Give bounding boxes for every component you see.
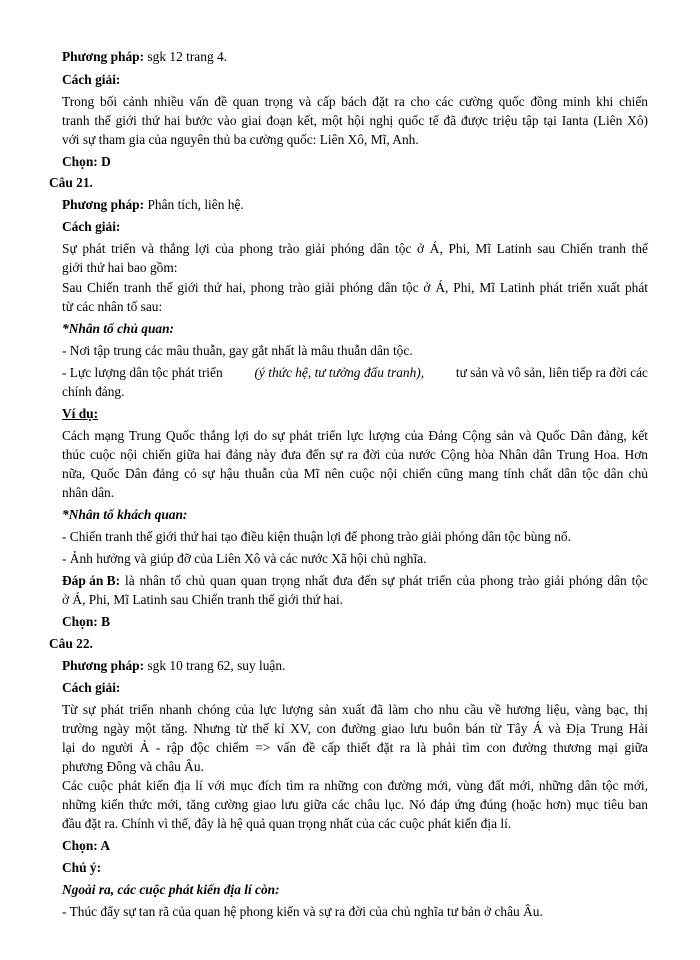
bullet-item: - Chiến tranh thế giới thứ hai tạo điều kiện thuận lợi để phong trào giải phóng dân tộc bùng nổ. — [62, 529, 571, 544]
method-line — [62, 194, 244, 215]
paragraph-line: trường ngày một tăng. Nhưng từ thế kỉ XV, con đường giao lưu buôn bán từ Tây Á và Địa Trung Hải — [62, 721, 648, 736]
subheading: Ngoài ra, các cuộc phát kiến địa lí còn: — [62, 882, 280, 897]
bullet-item: - Ảnh hưởng và giúp đỡ của Liên Xô và các nước Xã hội chủ nghĩa. — [62, 551, 427, 566]
paragraph-line: phương Đông và châu Âu. — [62, 759, 204, 774]
paragraph-line: Các cuộc phát kiến địa lí với mục đích tìm ra những con đường mới, vùng đất mới, những dân tộc mới, — [62, 778, 648, 793]
method-text: sgk 12 trang 4. — [147, 49, 228, 64]
paragraph-line: từ các nhân tố sau: — [62, 299, 163, 314]
method-label: Phương pháp: — [62, 197, 145, 212]
note-label: Chú ý: — [62, 860, 102, 875]
paragraph-line: Từ sự phát triển nhanh chóng của lực lượng sản xuất đã làm cho nhu cầu về hương liệu, vàng bạc, thị — [62, 702, 648, 717]
question-title: Câu 21. — [49, 175, 93, 190]
paragraph-line: ở Á, Phi, Mĩ Latinh sau Chiến tranh thế giới thứ hai. — [62, 592, 344, 607]
answer-explanation: Đáp án B: là nhân tố chủ quan quan trọng nhất đưa đến sự phát triển của phong trào giải phóng dân tộc — [62, 570, 648, 591]
question-title: Câu 22. — [49, 636, 93, 651]
solution-label: Cách giải: — [62, 219, 121, 234]
paragraph-line: lại do người Ả - rập độc chiếm => vấn đề cấp thiết đặt ra là phải tìm con đường thương mại giữa — [62, 740, 648, 755]
bullet-item: - Nơi tập trung các mâu thuẫn, gay gắt nhất là mâu thuẫn dân tộc. — [62, 343, 413, 358]
example-heading: Ví dụ: — [62, 406, 99, 421]
method-text: Phân tích, liên hệ. — [147, 197, 244, 212]
method-label: Phương pháp: — [62, 49, 145, 64]
answer-choice: Chọn: B — [62, 614, 110, 629]
paragraph-line: Sau Chiến tranh thế giới thứ hai, phong trào giải phóng dân tộc ở Á, Phi, Mĩ Latinh phát triển xuất phát — [62, 280, 648, 295]
bullet-item: - Thúc đẩy sự tan rã của quan hệ phong kiến và sự ra đời của chủ nghĩa tư bản ở châu Âu. — [62, 904, 543, 919]
answer-choice: Chọn: D — [62, 154, 111, 169]
paragraph-line: tranh thế giới thứ hai bước vào giai đoạn kết, một hội nghị quốc tế đã được triệu tập tại Ianta (Liên Xô) — [62, 113, 648, 128]
subheading: *Nhân tố chủ quan: — [62, 321, 174, 336]
method-line — [62, 655, 285, 676]
method-label: Phương pháp: — [62, 658, 145, 673]
method-line — [62, 46, 227, 67]
method-text: sgk 10 trang 62, suy luận. — [147, 658, 286, 673]
paragraph-line: những kiến thức mới, tăng cường giao lưu giữa các châu lục. Nó đáp ứng đúng (hoặc hơn) mục tiêu ban — [62, 797, 648, 812]
subheading: *Nhân tố khách quan: — [62, 507, 188, 522]
bullet-item-continued: chính đảng. — [62, 384, 125, 399]
bullet-item: - Lực lượng dân tộc phát triển (ý thức hệ, tư tưởng đấu tranh), tư sản và vô sản, liên tiếp ra đời các — [62, 365, 648, 380]
paragraph-line: nhân dân. — [62, 485, 115, 500]
paragraph-line: Sự phát triển và thắng lợi của phong trào giải phóng dân tộc ở Á, Phi, Mĩ Latinh sau Chiến tranh thế — [62, 241, 648, 256]
paragraph-line: Cách mạng Trung Quốc thắng lợi do sự phát triển lực lượng của Đảng Cộng sản và Quốc Dân đảng, kết — [62, 428, 648, 443]
paragraph-line: nữa, Quốc Dân đảng có sự hậu thuẫn của Mĩ nên cuộc nội chiến cũng mang tính chất dân tộc dân chủ — [62, 466, 648, 481]
answer-label: Đáp án B: — [62, 573, 121, 588]
paragraph-line: thúc cuộc nội chiến giữa hai đảng này đưa đến sự ra đời của nước Cộng hòa Nhân dân Trung Hoa. Hơn — [62, 447, 648, 462]
paragraph-line: Trong bối cảnh nhiều vấn đề quan trọng và cấp bách đặt ra cho các cường quốc đồng minh khi chiến — [62, 94, 648, 109]
answer-choice: Chọn: A — [62, 838, 110, 853]
paragraph-line: với sự tham gia của nguyên thủ ba cường quốc: Liên Xô, Mĩ, Anh. — [62, 132, 419, 147]
solution-label: Cách giải: — [62, 72, 121, 87]
solution-label: Cách giải: — [62, 680, 121, 695]
paragraph-line: đầu đặt ra. Chính vì thế, đây là hệ quả quan trọng nhất của các cuộc phát kiến địa lí. — [62, 816, 512, 831]
paragraph-line: giới thứ hai bao gồm: — [62, 260, 178, 275]
